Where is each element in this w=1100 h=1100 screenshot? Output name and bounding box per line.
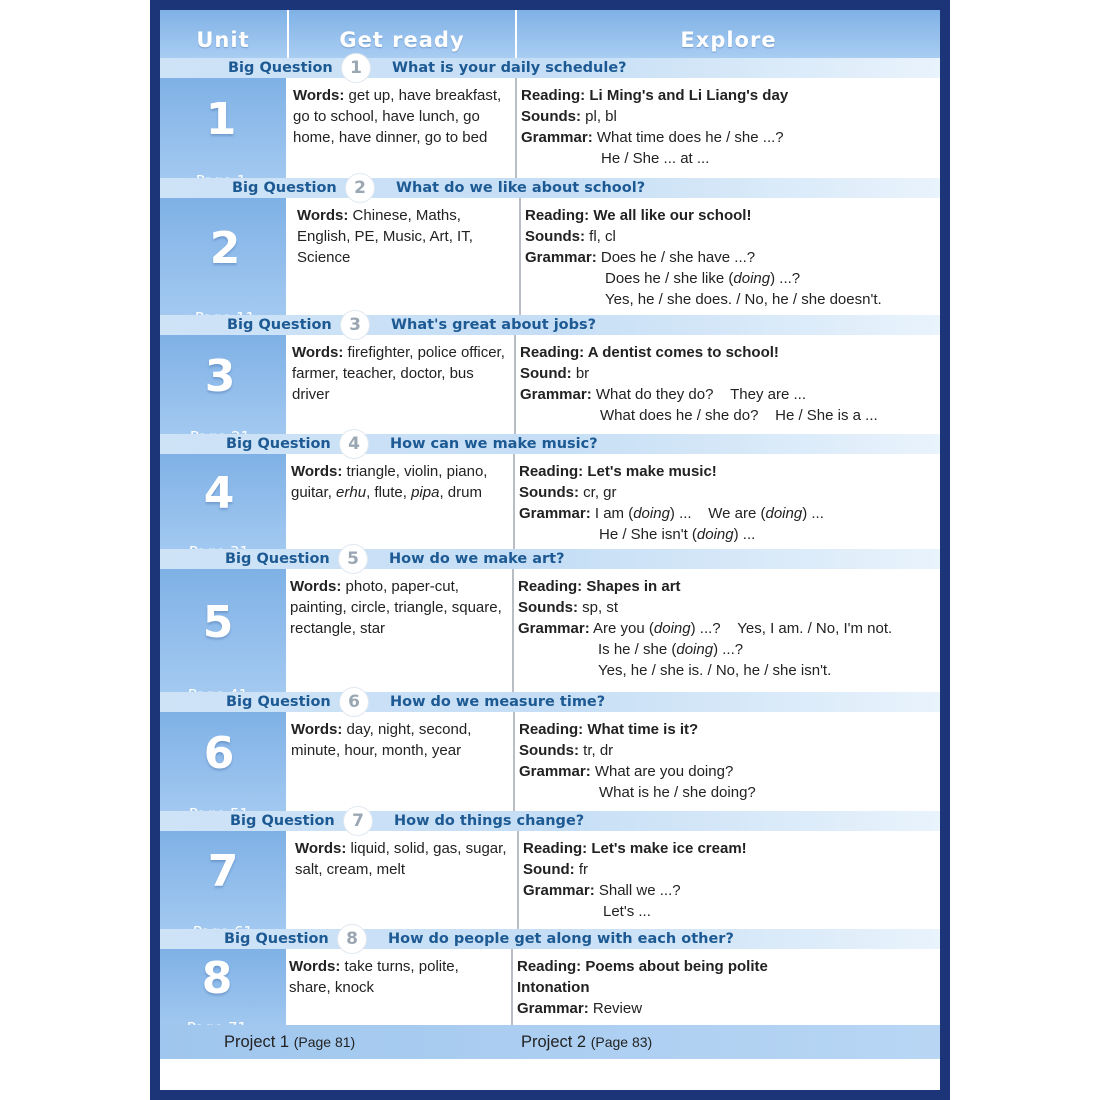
sounds-value: cr, gr xyxy=(579,484,617,501)
sounds-value: fr xyxy=(574,861,588,878)
question-number: 6 xyxy=(339,687,369,717)
grammar-line xyxy=(518,660,928,681)
project-2-label: Project 2 xyxy=(521,1033,587,1051)
words-label: Words: xyxy=(291,463,343,480)
question-text: What's great about jobs? xyxy=(391,317,597,333)
sounds-line xyxy=(520,363,930,384)
unit-number: 2 xyxy=(209,223,241,274)
grammar-item: Review xyxy=(588,1000,643,1017)
explore-cell xyxy=(523,838,933,922)
words-label: Words: xyxy=(297,207,349,224)
reading-title: Let's make music! xyxy=(583,463,717,480)
reading-title: What time is it? xyxy=(583,721,699,738)
grammar-line xyxy=(519,503,929,524)
reading-label: Reading: xyxy=(518,578,583,595)
unit-number: 8 xyxy=(201,953,233,1004)
reading-title: We all like our school! xyxy=(589,207,752,224)
grammar-item: Is he / she (doing) ...? xyxy=(598,641,744,658)
project-1-label: Project 1 xyxy=(224,1033,290,1051)
question-number: 3 xyxy=(340,310,370,340)
reading-line xyxy=(523,838,933,859)
grammar-line xyxy=(521,127,931,148)
question-text: What is your daily schedule? xyxy=(392,60,627,76)
big-question-label: Big Question xyxy=(227,317,332,333)
explore-cell xyxy=(521,85,931,169)
big-question-label: Big Question xyxy=(225,551,330,567)
unit-row xyxy=(160,549,940,712)
header-get-ready: Get ready xyxy=(339,28,465,52)
question-number: 8 xyxy=(337,924,367,954)
big-question-label: Big Question xyxy=(224,931,329,947)
unit-number: 3 xyxy=(204,351,236,402)
sounds-label: Sounds: xyxy=(521,108,581,125)
words-cell xyxy=(289,956,503,998)
words-list: firefighter, police officer, farmer, teacher, doctor, bus driver xyxy=(292,344,505,403)
reading-title: Li Ming's and Li Liang's day xyxy=(585,87,789,104)
grammar-line xyxy=(520,405,930,426)
unit-number: 6 xyxy=(203,728,235,779)
grammar-item: What does he / she do? He / She is a ... xyxy=(600,407,878,424)
header-explore: Explore xyxy=(680,28,777,52)
column-divider xyxy=(512,569,514,712)
question-number: 5 xyxy=(338,544,368,574)
words-list: day, night, second, minute, hour, month, year xyxy=(291,721,472,759)
unit-number: 5 xyxy=(202,597,234,648)
big-question-band xyxy=(160,929,940,949)
sounds-label: Intonation xyxy=(517,979,590,996)
project-2 xyxy=(521,1025,652,1059)
header-unit: Unit xyxy=(196,28,250,52)
reading-label: Reading: xyxy=(520,344,585,361)
big-question-band xyxy=(160,315,940,335)
reading-line xyxy=(518,576,928,597)
words-cell xyxy=(295,838,509,880)
big-question-band xyxy=(160,434,940,454)
words-label: Words: xyxy=(292,344,344,361)
unit-number: 4 xyxy=(203,468,235,519)
reading-line xyxy=(525,205,935,226)
sounds-line xyxy=(525,226,935,247)
big-question-label: Big Question xyxy=(228,60,333,76)
reading-line xyxy=(519,719,929,740)
grammar-item: What is he / she doing? xyxy=(599,784,756,801)
words-label: Words: xyxy=(291,721,343,738)
reading-title: Shapes in art xyxy=(582,578,681,595)
words-list: Chinese, Maths, English, PE, Music, Art, IT, Science xyxy=(297,207,473,266)
big-question-label: Big Question xyxy=(226,436,331,452)
explore-cell xyxy=(518,576,928,681)
grammar-item: He / She ... at ... xyxy=(601,150,710,167)
grammar-line xyxy=(525,268,935,289)
question-number: 1 xyxy=(341,53,371,83)
grammar-label: Grammar: xyxy=(519,505,591,522)
sounds-line xyxy=(517,977,927,998)
project-1 xyxy=(224,1025,355,1059)
words-cell xyxy=(293,85,507,148)
words-cell xyxy=(291,719,505,761)
grammar-item: What do they do? They are ... xyxy=(591,386,806,403)
sounds-label: Sound: xyxy=(523,861,575,878)
reading-label: Reading: xyxy=(519,463,584,480)
words-list: take turns, polite, share, knock xyxy=(289,958,459,996)
words-cell xyxy=(292,342,506,405)
big-question-band xyxy=(160,811,940,831)
grammar-item: He / She isn't (doing) ... xyxy=(599,526,756,543)
sounds-line xyxy=(519,482,929,503)
grammar-line xyxy=(517,998,927,1019)
words-cell xyxy=(290,576,504,639)
explore-cell xyxy=(517,956,927,1019)
sounds-value: tr, dr xyxy=(579,742,614,759)
explore-cell xyxy=(525,205,935,310)
footer-projects xyxy=(160,1025,940,1059)
question-number: 4 xyxy=(339,429,369,459)
grammar-label: Grammar: xyxy=(523,882,595,899)
question-text: What do we like about school? xyxy=(396,180,646,196)
unit-number: 1 xyxy=(205,94,237,145)
reading-line xyxy=(520,342,930,363)
unit-row xyxy=(160,178,940,335)
words-list: photo, paper-cut, painting, circle, triangle, square, rectangle, star xyxy=(290,578,502,637)
question-number: 2 xyxy=(345,173,375,203)
grammar-line xyxy=(521,148,931,169)
sounds-line xyxy=(519,740,929,761)
reading-label: Reading: xyxy=(525,207,590,224)
reading-line xyxy=(519,461,929,482)
question-text: How can we make music? xyxy=(390,436,598,452)
grammar-item: Does he / she have ...? xyxy=(596,249,756,266)
unit-cell xyxy=(160,569,286,712)
sounds-line xyxy=(523,859,933,880)
grammar-line xyxy=(518,618,928,639)
grammar-item: Yes, he / she is. / No, he / she isn't. xyxy=(598,662,832,679)
explore-cell xyxy=(519,461,929,545)
sounds-value: fl, cl xyxy=(585,228,616,245)
explore-cell xyxy=(519,719,929,803)
big-question-label: Big Question xyxy=(230,813,335,829)
grammar-line xyxy=(519,782,929,803)
reading-line xyxy=(517,956,927,977)
explore-cell xyxy=(520,342,930,426)
sounds-value: br xyxy=(571,365,590,382)
words-list: triangle, violin, piano, guitar, erhu, flute, pipa, drum xyxy=(291,463,488,501)
sounds-value: sp, st xyxy=(578,599,619,616)
grammar-label: Grammar: xyxy=(517,1000,589,1017)
sounds-line xyxy=(521,106,931,127)
grammar-item: Does he / she like (doing) ...? xyxy=(605,270,801,287)
question-number: 7 xyxy=(343,806,373,836)
question-text: How do people get along with each other? xyxy=(388,931,734,947)
grammar-item: What time does he / she ...? xyxy=(592,129,784,146)
reading-label: Reading: xyxy=(521,87,586,104)
grammar-line xyxy=(523,880,933,901)
project-1-page: (Page 81) xyxy=(293,1034,356,1050)
question-text: How do we make art? xyxy=(389,551,565,567)
reading-label: Reading: xyxy=(519,721,584,738)
grammar-item: Are you (doing) ...? Yes, I am. / No, I'm not. xyxy=(589,620,893,637)
words-label: Words: xyxy=(290,578,342,595)
words-list: liquid, solid, gas, sugar, salt, cream, melt xyxy=(295,840,507,878)
question-text: How do things change? xyxy=(394,813,585,829)
grammar-line xyxy=(519,524,929,545)
big-question-band xyxy=(160,692,940,712)
grammar-line xyxy=(523,901,933,922)
reading-title: A dentist comes to school! xyxy=(584,344,779,361)
sounds-line xyxy=(518,597,928,618)
grammar-item: Shall we ...? xyxy=(594,882,681,899)
grammar-line xyxy=(525,247,935,268)
reading-label: Reading: xyxy=(517,958,582,975)
grammar-label: Grammar: xyxy=(519,763,591,780)
project-2-page: (Page 83) xyxy=(590,1034,653,1050)
words-label: Words: xyxy=(289,958,341,975)
words-label: Words: xyxy=(295,840,347,857)
words-cell xyxy=(291,461,505,503)
words-cell xyxy=(297,205,511,268)
grammar-label: Grammar: xyxy=(520,386,592,403)
big-question-band xyxy=(160,58,940,78)
big-question-label: Big Question xyxy=(226,694,331,710)
reading-label: Reading: xyxy=(523,840,588,857)
sounds-label: Sounds: xyxy=(519,742,579,759)
grammar-line xyxy=(520,384,930,405)
grammar-label: Grammar: xyxy=(521,129,593,146)
grammar-item: Yes, he / she does. / No, he / she doesn't. xyxy=(605,291,882,308)
grammar-label: Grammar: xyxy=(518,620,590,637)
big-question-label: Big Question xyxy=(232,180,337,196)
grammar-line xyxy=(518,639,928,660)
grammar-line xyxy=(525,289,935,310)
unit-number: 7 xyxy=(207,846,239,897)
big-question-band xyxy=(160,178,940,198)
reading-title: Let's make ice cream! xyxy=(587,840,747,857)
reading-title: Poems about being polite xyxy=(581,958,768,975)
question-text: How do we measure time? xyxy=(390,694,606,710)
sounds-label: Sounds: xyxy=(518,599,578,616)
grammar-item: What are you doing? xyxy=(590,763,734,780)
sounds-label: Sounds: xyxy=(525,228,585,245)
grammar-item: Let's ... xyxy=(603,903,651,920)
words-label: Words: xyxy=(293,87,345,104)
table-header xyxy=(160,10,940,58)
words-list: get up, have breakfast, go to school, have lunch, go home, have dinner, go to bed xyxy=(293,87,502,146)
reading-line xyxy=(521,85,931,106)
contents-page xyxy=(160,10,940,1090)
unit-row xyxy=(160,58,940,198)
sounds-value: pl, bl xyxy=(581,108,617,125)
grammar-item: I am (doing) ... We are (doing) ... xyxy=(590,505,824,522)
sounds-label: Sounds: xyxy=(519,484,579,501)
grammar-label: Grammar: xyxy=(525,249,597,266)
grammar-line xyxy=(519,761,929,782)
sounds-label: Sound: xyxy=(520,365,572,382)
big-question-band xyxy=(160,549,940,569)
